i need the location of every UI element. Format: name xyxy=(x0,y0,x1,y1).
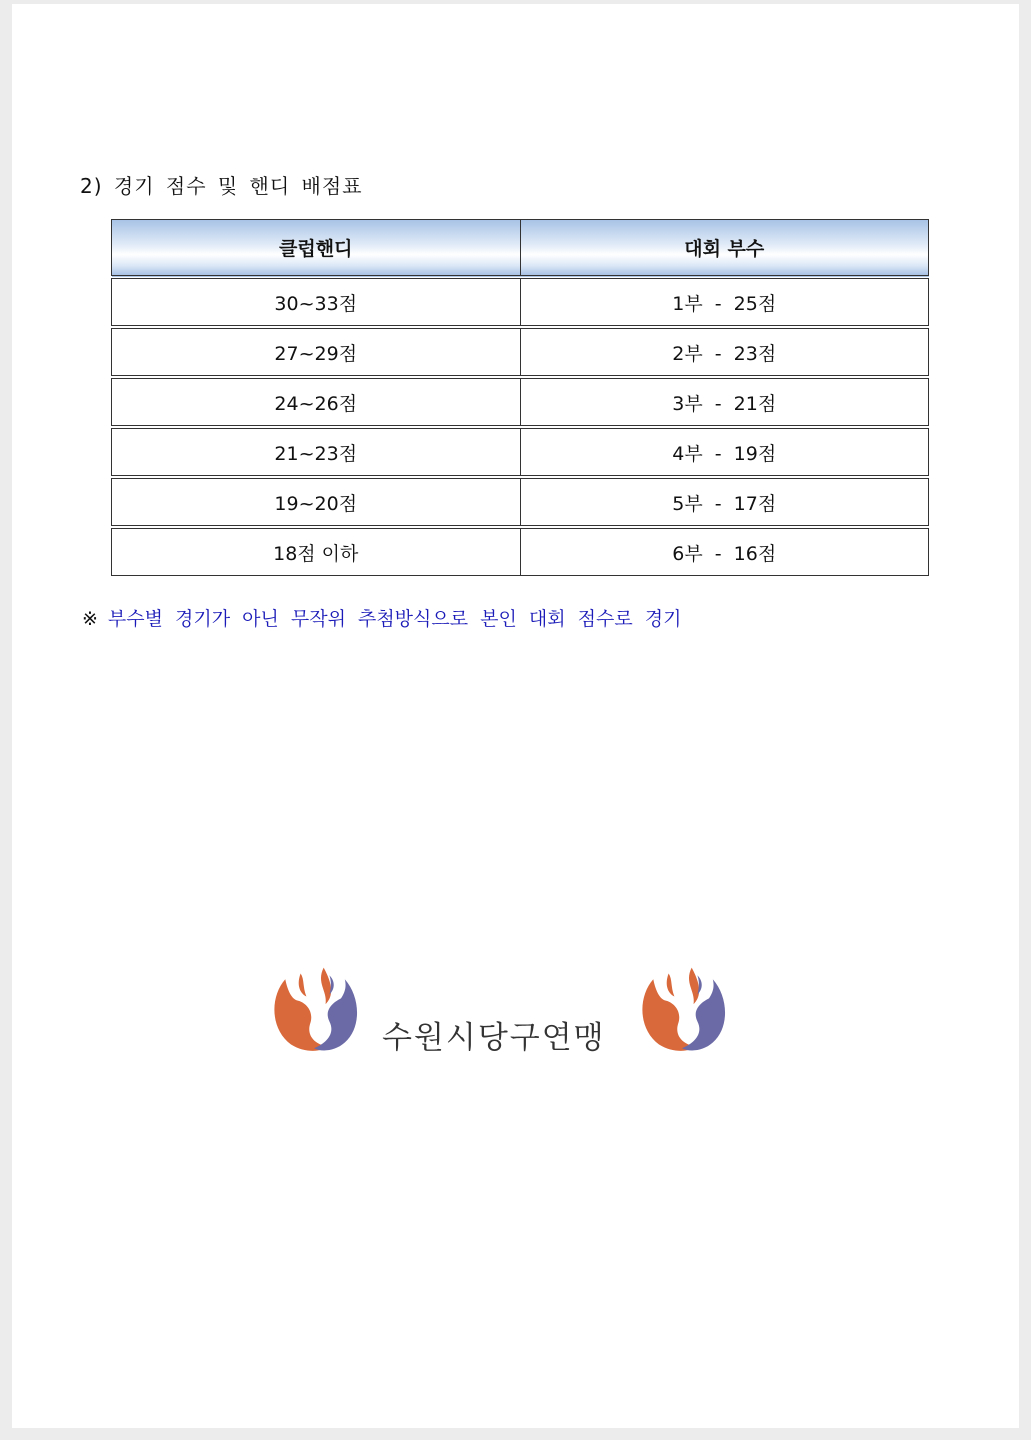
club-handicap-cell: 27~29점 xyxy=(112,327,521,377)
division-score-cell: 4부 - 19점 xyxy=(520,427,929,477)
club-handicap-cell: 18점 이하 xyxy=(112,527,521,576)
note-text: 부수별 경기가 아닌 무작위 추첨방식으로 본인 대회 점수로 경기 xyxy=(107,608,682,630)
federation-logo-icon xyxy=(268,960,364,1056)
header-tournament-division: 대회 부수 xyxy=(520,220,929,278)
division-score-cell: 1부 - 25점 xyxy=(520,277,929,327)
club-handicap-cell: 19~20점 xyxy=(112,477,521,527)
table-row xyxy=(112,477,929,527)
division-score-cell: 2부 - 23점 xyxy=(520,327,929,377)
division-score-cell: 6부 - 16점 xyxy=(520,527,929,576)
section-title: 2) 경기 점수 및 핸디 배점표 xyxy=(80,174,363,198)
club-handicap-cell: 24~26점 xyxy=(112,377,521,427)
division-score-cell: 3부 - 21점 xyxy=(520,377,929,427)
table-header-row xyxy=(112,220,929,278)
organization-name: 수원시당구연맹 xyxy=(382,1020,606,1056)
header-club-handicap: 클럽핸디 xyxy=(112,220,521,278)
club-handicap-cell: 30~33점 xyxy=(112,277,521,327)
table-row xyxy=(112,377,929,427)
table-row xyxy=(112,427,929,477)
club-handicap-cell: 21~23점 xyxy=(112,427,521,477)
division-score-cell: 5부 - 17점 xyxy=(520,477,929,527)
reference-mark: ※ xyxy=(82,608,98,630)
document-page xyxy=(12,4,1019,1428)
handicap-score-table xyxy=(111,219,929,576)
table-row xyxy=(112,527,929,576)
federation-logo-icon xyxy=(636,960,732,1056)
table-row xyxy=(112,327,929,377)
table-row xyxy=(112,277,929,327)
note xyxy=(82,604,681,631)
